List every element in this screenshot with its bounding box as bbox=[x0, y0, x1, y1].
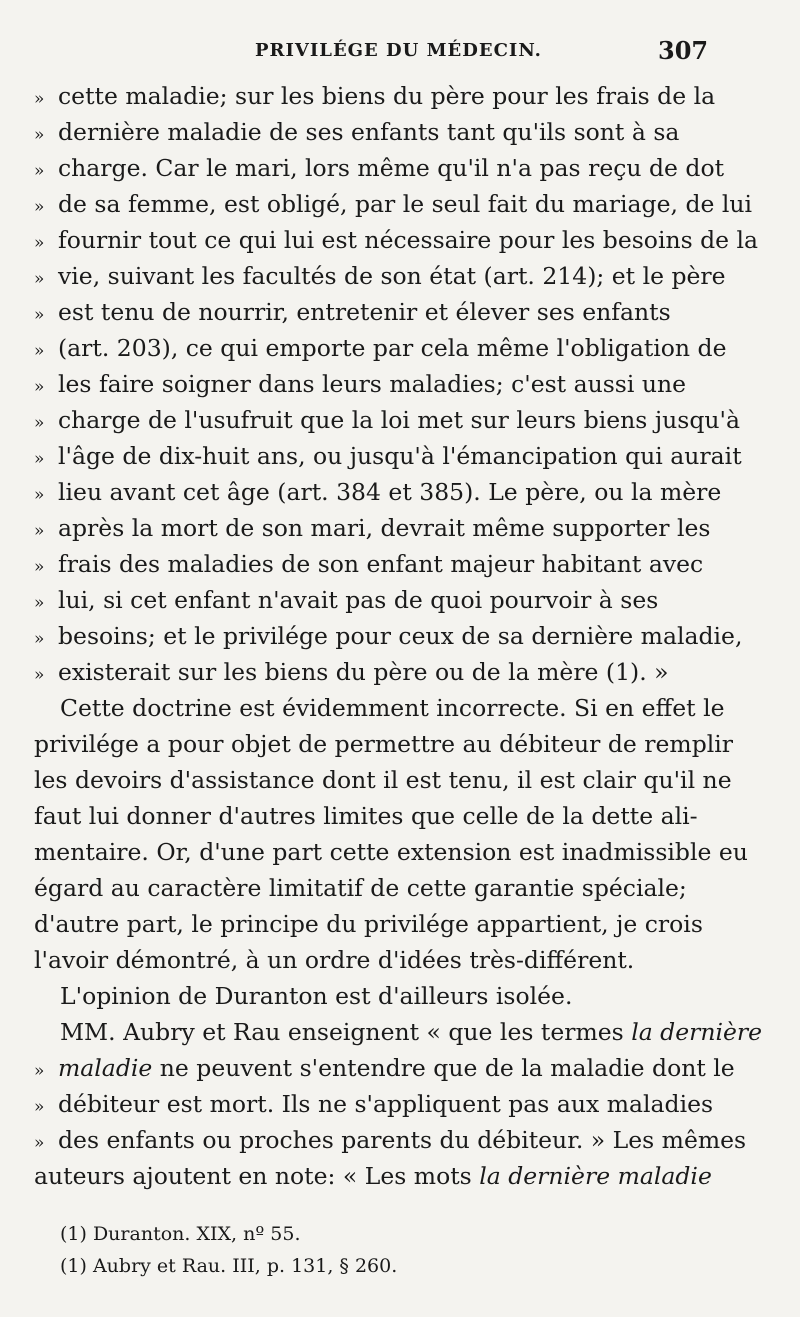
footnote: (1) Aubry et Rau. III, p. 131, § 260. bbox=[60, 1255, 398, 1277]
page-number: 307 bbox=[658, 36, 709, 65]
text-line: Cette doctrine est évidemment incorrecte. Si en effet le bbox=[60, 694, 725, 722]
text-line: » l'âge de dix-huit ans, ou jusqu'à l'émancipation qui aurait bbox=[34, 438, 714, 474]
quote-mark: » bbox=[34, 89, 45, 109]
text-line: » maladie ne peuvent s'entendre que de la maladie dont le bbox=[34, 1050, 714, 1086]
quote-mark: » bbox=[34, 1097, 45, 1117]
text-line: » dernière maladie de ses enfants tant qu'ils sont à sa bbox=[34, 114, 714, 150]
quote-mark: » bbox=[34, 521, 45, 541]
text-line: MM. Aubry et Rau enseignent « que les termes la dernière bbox=[60, 1018, 763, 1046]
paragraph-duranton: L'opinion de Duranton est d'ailleurs isolée. bbox=[60, 982, 573, 1010]
quote-mark: » bbox=[34, 557, 45, 577]
running-title: PRIVILÉGE DU MÉDECIN. bbox=[255, 40, 542, 61]
text-line: » lieu avant cet âge (art. 384 et 385). Le père, ou la mère bbox=[34, 474, 714, 510]
quote-mark: » bbox=[34, 269, 45, 289]
text-line: d'autre part, le principe du privilége appartient, je crois bbox=[34, 910, 703, 938]
quote-mark: » bbox=[34, 197, 45, 217]
text-line: » frais des maladies de son enfant majeur habitant avec bbox=[34, 546, 714, 582]
text-line: l'avoir démontré, à un ordre d'idées très-différent. bbox=[34, 946, 635, 974]
quote-mark: » bbox=[34, 125, 45, 145]
text-line: » des enfants ou proches parents du débiteur. » Les mêmes bbox=[34, 1122, 714, 1158]
text-line: » besoins; et le privilége pour ceux de sa dernière maladie, bbox=[34, 618, 714, 654]
text-line: » est tenu de nourrir, entretenir et élever ses enfants bbox=[34, 294, 714, 330]
text-line: faut lui donner d'autres limites que celle de la dette ali- bbox=[34, 802, 698, 830]
text-line: » (art. 203), ce qui emporte par cela même l'obligation de bbox=[34, 330, 714, 366]
text-line: » existerait sur les biens du père ou de la mère (1). » bbox=[34, 654, 714, 690]
text-line: » les faire soigner dans leurs maladies; c'est aussi une bbox=[34, 366, 714, 402]
text-line: » cette maladie; sur les biens du père pour les frais de la bbox=[34, 78, 714, 114]
quote-mark: » bbox=[34, 629, 45, 649]
quote-mark: » bbox=[34, 485, 45, 505]
quote-mark: » bbox=[34, 305, 45, 325]
quote-mark: » bbox=[34, 413, 45, 433]
text-line: » lui, si cet enfant n'avait pas de quoi pourvoir à ses bbox=[34, 582, 714, 618]
text-line: » charge. Car le mari, lors même qu'il n'a pas reçu de dot bbox=[34, 150, 714, 186]
quote-mark: » bbox=[34, 593, 45, 613]
quote-mark: » bbox=[34, 341, 45, 361]
text-line: privilége a pour objet de permettre au débiteur de remplir bbox=[34, 730, 733, 758]
quote-mark: » bbox=[34, 1061, 45, 1081]
paragraph-aubry-rau bbox=[34, 1014, 763, 1194]
body-text bbox=[34, 78, 763, 1194]
quote-mark: » bbox=[34, 1133, 45, 1153]
footnote: (1) Duranton. XIX, nº 55. bbox=[60, 1223, 301, 1245]
quote-mark: » bbox=[34, 665, 45, 685]
text-line: » vie, suivant les facultés de son état (art. 214); et le père bbox=[34, 258, 714, 294]
text-line: » de sa femme, est obligé, par le seul fait du mariage, de lui bbox=[34, 186, 714, 222]
text-line: égard au caractère limitatif de cette garantie spéciale; bbox=[34, 874, 687, 902]
paragraph-critique bbox=[34, 690, 748, 978]
text-line: mentaire. Or, d'une part cette extension est inadmissible eu bbox=[34, 838, 748, 866]
quote-mark: » bbox=[34, 233, 45, 253]
quote-mark: » bbox=[34, 161, 45, 181]
text-line: » charge de l'usufruit que la loi met sur leurs biens jusqu'à bbox=[34, 402, 714, 438]
footnotes bbox=[60, 1218, 397, 1282]
quote-mark: » bbox=[34, 377, 45, 397]
text-line: auteurs ajoutent en note: « Les mots la dernière maladie bbox=[34, 1162, 712, 1190]
text-line: » fournir tout ce qui lui est nécessaire pour les besoins de la bbox=[34, 222, 714, 258]
text-line: » débiteur est mort. Ils ne s'appliquent pas aux maladies bbox=[34, 1086, 714, 1122]
quote-mark: » bbox=[34, 449, 45, 469]
quoted-passage bbox=[34, 78, 759, 690]
text-line: » après la mort de son mari, devrait même supporter les bbox=[34, 510, 714, 546]
text-line: les devoirs d'assistance dont il est tenu, il est clair qu'il ne bbox=[34, 766, 732, 794]
